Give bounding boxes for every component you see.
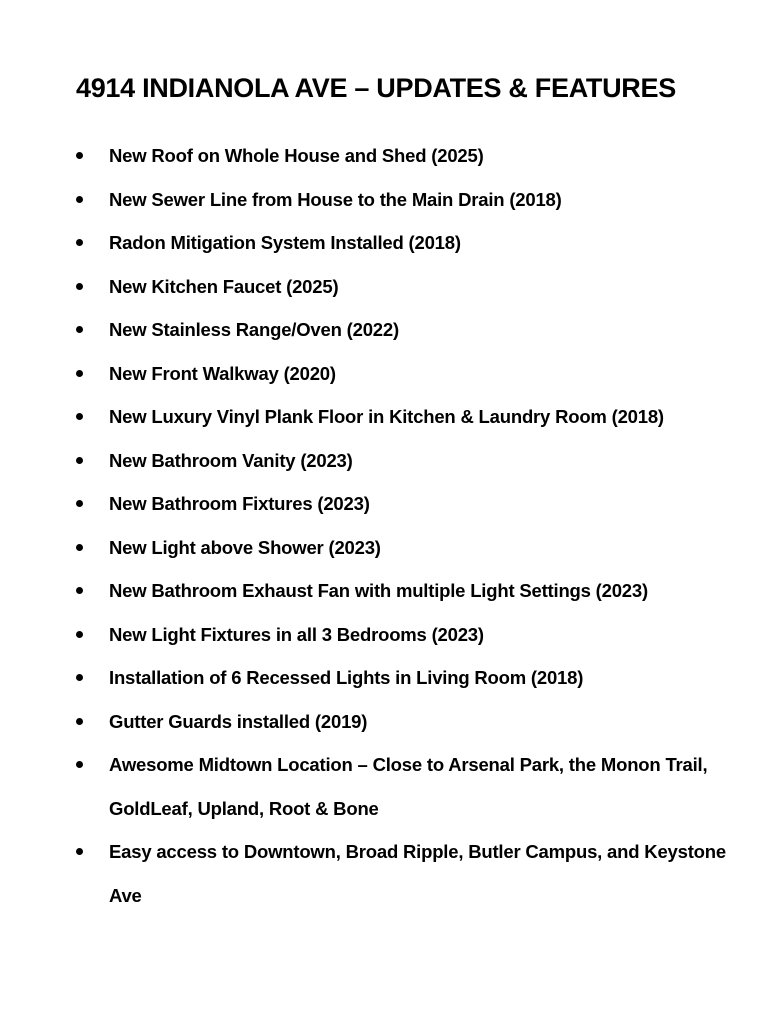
bullet-icon [76, 413, 83, 420]
list-item-text: New Front Walkway (2020) [109, 362, 336, 384]
list-item-text: Gutter Guards installed (2019) [109, 710, 368, 732]
list-item-text: New Light Fixtures in all 3 Bedrooms (2023) [109, 623, 484, 645]
list-item [0, 265, 781, 309]
list-item-text: New Bathroom Fixtures (2023) [109, 493, 370, 514]
list-item [0, 656, 781, 700]
list-item-text: Easy access to Downtown, Broad Ripple, Butler Campus, and Keystone Ave [109, 841, 726, 906]
list-item [0, 743, 781, 830]
list-item [0, 221, 781, 265]
bullet-icon [76, 718, 83, 725]
bullet-icon [76, 152, 83, 159]
list-item [0, 352, 781, 396]
bullet-icon [76, 544, 83, 551]
list-item-text: New Light above Shower (2023) [109, 536, 381, 558]
bullet-icon [76, 587, 83, 594]
bullet-icon [76, 326, 83, 333]
page-title: 4914 INDIANOLA AVE – UPDATES & FEATURES [76, 73, 676, 103]
bullet-icon [76, 631, 83, 638]
list-item-text: New Roof on Whole House and Shed (2025) [109, 145, 484, 166]
bullet-icon [76, 761, 83, 768]
list-item [0, 569, 781, 613]
list-item [0, 178, 781, 222]
list-item [0, 613, 781, 657]
bullet-icon [76, 370, 83, 377]
list-item-text: Installation of 6 Recessed Lights in Living Room (2018) [109, 667, 584, 688]
list-item [0, 700, 781, 744]
list-item [0, 439, 781, 483]
bullet-icon [76, 457, 83, 464]
bullet-icon [76, 500, 83, 507]
list-item-text: Radon Mitigation System Installed (2018) [109, 232, 461, 253]
list-item-text: New Bathroom Vanity (2023) [109, 449, 353, 471]
list-item-text: New Kitchen Faucet (2025) [109, 275, 339, 297]
bullet-icon [76, 239, 83, 246]
list-item-text: Awesome Midtown Location – Close to Arsenal Park, the Monon Trail, GoldLeaf, Upland, Root & Bone [109, 754, 708, 819]
bullet-icon [76, 848, 83, 855]
list-item [0, 482, 781, 526]
list-item-text: New Bathroom Exhaust Fan with multiple Light Settings (2023) [109, 580, 648, 601]
list-item-text: New Luxury Vinyl Plank Floor in Kitchen & Laundry Room (2018) [109, 406, 664, 427]
bullet-icon [76, 674, 83, 681]
list-item-text: New Stainless Range/Oven (2022) [109, 319, 399, 340]
list-item [0, 308, 781, 352]
features-list [0, 134, 781, 917]
list-item [0, 395, 781, 439]
list-item [0, 830, 781, 917]
list-item [0, 526, 781, 570]
list-item-text: New Sewer Line from House to the Main Drain (2018) [109, 188, 562, 210]
list-item [0, 134, 781, 178]
bullet-icon [76, 283, 83, 290]
bullet-icon [76, 196, 83, 203]
